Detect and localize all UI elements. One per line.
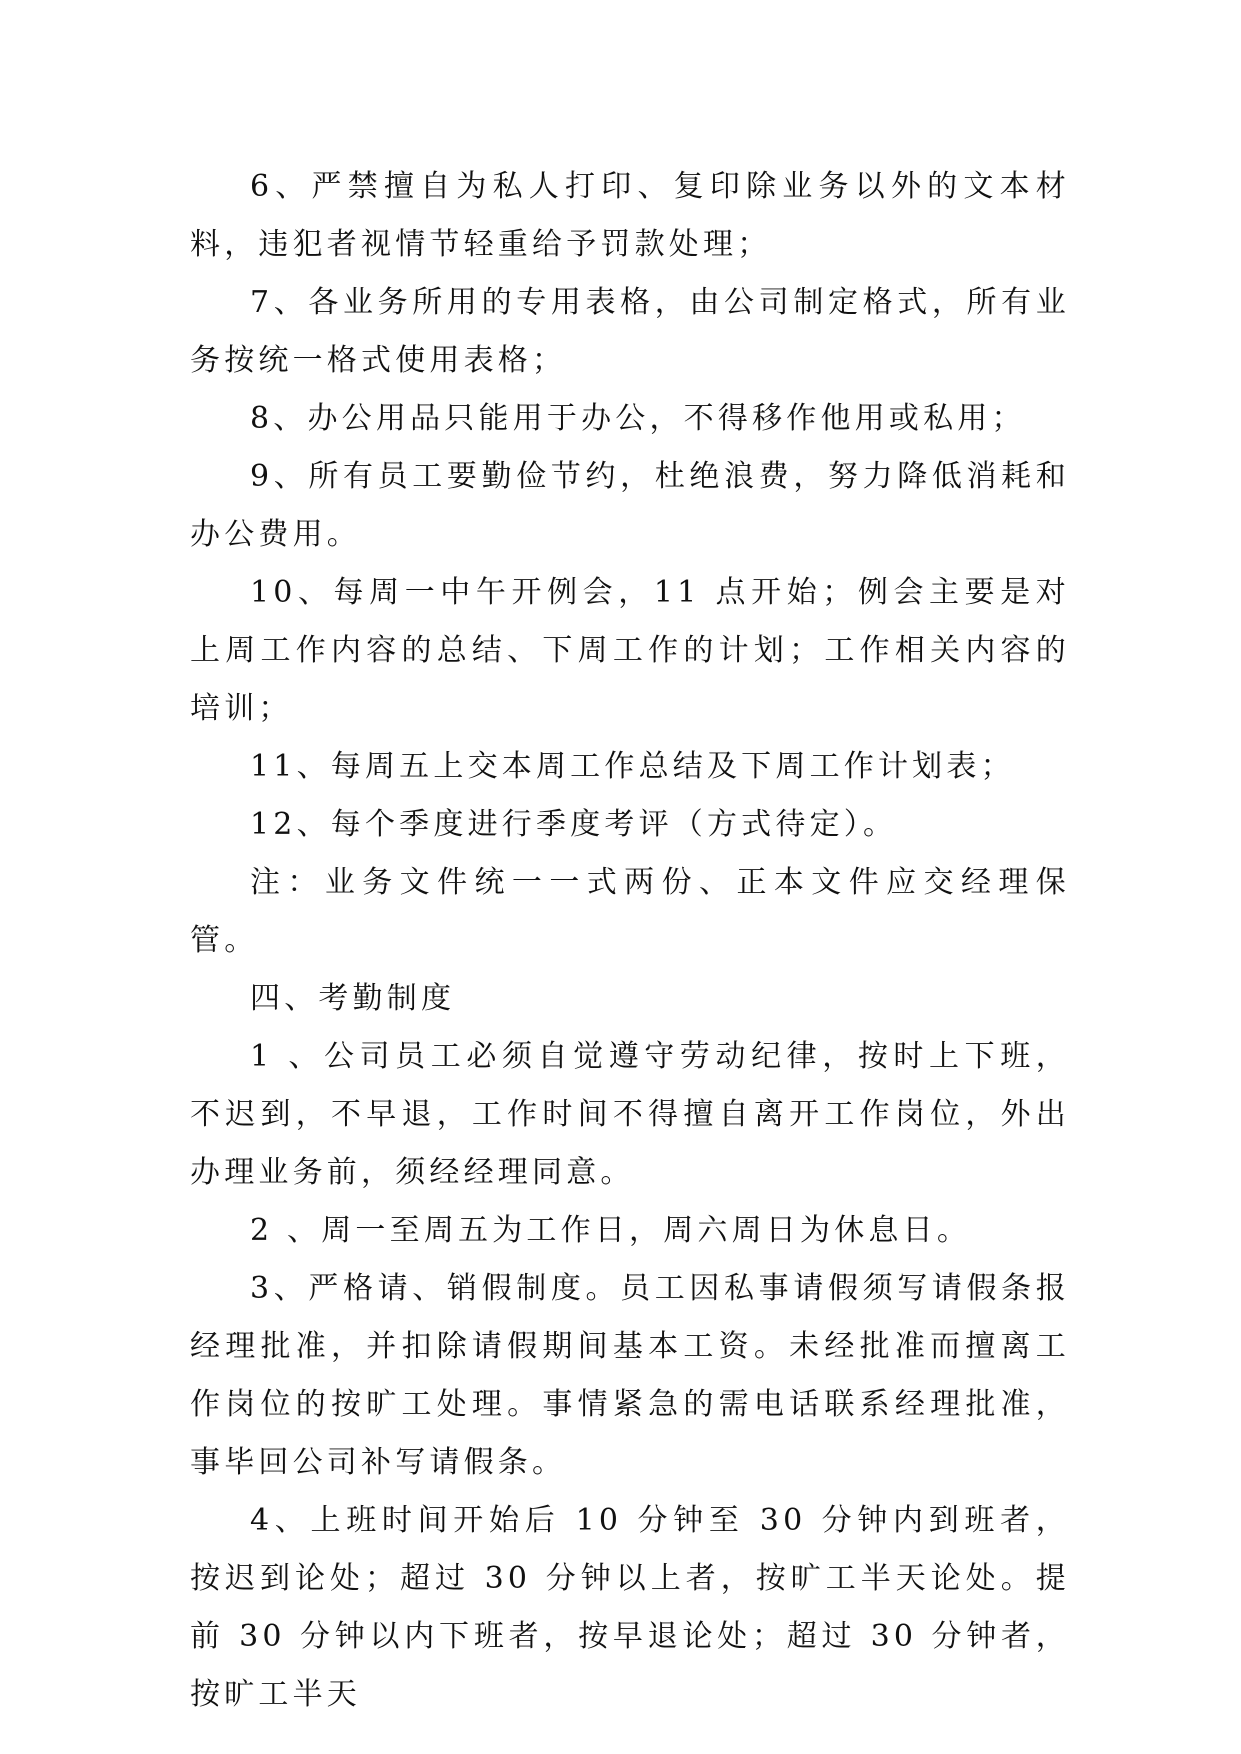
note-paragraph: 注：业务文件统一一式两份、正本文件应交经理保管。 (190, 865, 1070, 958)
section-heading-attendance: 四、考勤制度 (250, 981, 456, 1016)
attendance-rule-4-paragraph: 4、上班时间开始后 10 分钟至 30 分钟内到班者，按迟到论处；超过 30 分钟以上者，按旷工半天论处。提前 30 分钟以内下班者，按早退论处；超过 30 分钟者，按旷工半天 (190, 1503, 1070, 1712)
document-page (190, 158, 1070, 1724)
rule-6-paragraph: 6、严禁擅自为私人打印、复印除业务以外的文本材料，违犯者视情节轻重给予罚款处理； (190, 169, 1070, 262)
rule-11-paragraph: 11、每周五上交本周工作总结及下周工作计划表； (250, 749, 1015, 784)
rule-7-paragraph: 7、各业务所用的专用表格，由公司制定格式，所有业务按统一格式使用表格； (190, 285, 1070, 378)
rule-9-paragraph: 9、所有员工要勤俭节约，杜绝浪费，努力降低消耗和办公费用。 (190, 459, 1070, 552)
attendance-rule-1-paragraph: 1 、公司员工必须自觉遵守劳动纪律，按时上下班，不迟到，不早退，工作时间不得擅自离开工作岗位，外出办理业务前，须经经理同意。 (190, 1039, 1070, 1190)
rule-12-paragraph: 12、每个季度进行季度考评（方式待定）。 (250, 807, 898, 842)
rule-8-paragraph: 8、办公用品只能用于办公，不得移作他用或私用； (250, 401, 1026, 436)
rule-10-paragraph: 10、每周一中午开例会，11 点开始；例会主要是对上周工作内容的总结、下周工作的计划；工作相关内容的培训； (190, 575, 1070, 726)
attendance-rule-3-paragraph: 3、严格请、销假制度。员工因私事请假须写请假条报经理批准，并扣除请假期间基本工资。未经批准而擅离工作岗位的按旷工处理。事情紧急的需电话联系经理批准，事毕回公司补写请假条。 (190, 1271, 1070, 1480)
attendance-rule-2-paragraph: 2 、周一至周五为工作日，周六周日为休息日。 (250, 1213, 972, 1248)
